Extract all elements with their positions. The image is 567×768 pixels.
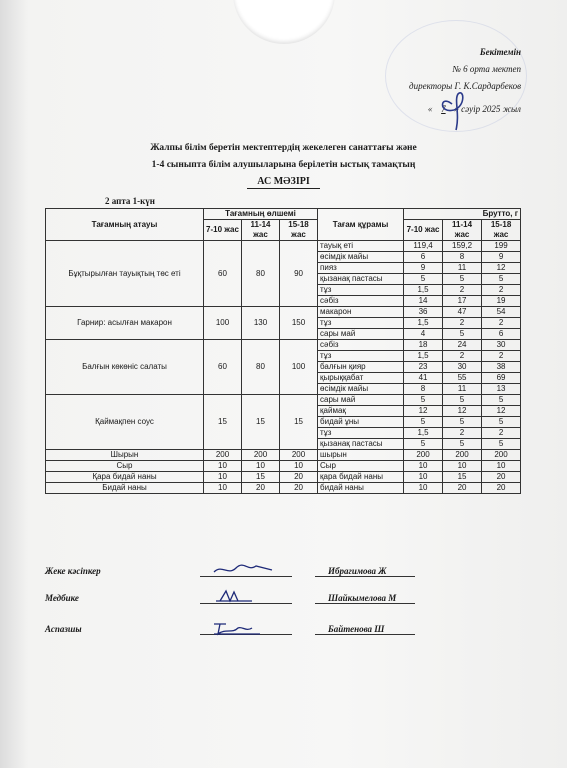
norm-cell: 10	[242, 461, 280, 472]
gross-cell: 5	[482, 274, 521, 285]
header-gross-age-3: 15-18 жас	[482, 220, 521, 241]
gross-cell: 10	[404, 483, 443, 494]
gross-cell: 5	[443, 439, 482, 450]
week-day-label: 2 апта 1-күн	[105, 196, 155, 206]
norm-cell: 10	[280, 461, 318, 472]
norm-cell: 15	[204, 395, 242, 450]
gross-cell: 9	[482, 252, 521, 263]
gross-cell: 17	[443, 296, 482, 307]
signature-role: Жеке кәсіпкер	[45, 566, 101, 576]
norm-cell: 150	[280, 307, 318, 340]
gross-cell: 8	[404, 384, 443, 395]
gross-cell: 38	[482, 362, 521, 373]
gross-cell: 2	[482, 318, 521, 329]
norm-cell: 10	[204, 461, 242, 472]
approval-day: 7	[441, 104, 446, 114]
norm-cell: 15	[242, 472, 280, 483]
gross-cell: 11	[443, 384, 482, 395]
gross-cell: 6	[482, 329, 521, 340]
ingredient-cell: қызанақ пастасы	[318, 274, 404, 285]
gross-cell: 10	[443, 461, 482, 472]
ingredient-cell: өсімдік майы	[318, 384, 404, 395]
ingredient-cell: тұз	[318, 285, 404, 296]
norm-cell: 20	[280, 483, 318, 494]
gross-cell: 2	[443, 351, 482, 362]
gross-cell: 10	[404, 461, 443, 472]
gross-cell: 5	[482, 439, 521, 450]
header-dish: Тағамның атауы	[46, 209, 204, 241]
gross-cell: 14	[404, 296, 443, 307]
ingredient-cell: тұз	[318, 428, 404, 439]
menu-table-body	[46, 241, 521, 494]
table-row	[46, 461, 521, 472]
ingredient-cell: бидай наны	[318, 483, 404, 494]
gross-cell: 5	[443, 274, 482, 285]
norm-cell: 15	[242, 395, 280, 450]
header-gross: Брутто, г	[404, 209, 521, 220]
menu-title-text: АС МӘЗІРІ	[247, 176, 319, 189]
norm-cell: 200	[280, 450, 318, 461]
gross-cell: 4	[404, 329, 443, 340]
approval-director: директоры Г. К.Сардарбеков	[409, 81, 521, 91]
gross-cell: 13	[482, 384, 521, 395]
norm-cell: 200	[242, 450, 280, 461]
gross-cell: 2	[443, 318, 482, 329]
norm-cell: 60	[204, 340, 242, 395]
handwritten-signature	[212, 620, 276, 636]
handwritten-signature	[212, 562, 276, 578]
gross-cell: 200	[404, 450, 443, 461]
table-row	[46, 307, 521, 318]
ingredient-cell: қара бидай наны	[318, 472, 404, 483]
name-line	[315, 576, 415, 577]
gross-cell: 23	[404, 362, 443, 373]
ingredient-cell: бидай ұны	[318, 417, 404, 428]
ingredient-cell: сары май	[318, 329, 404, 340]
dish-name-cell: Бұқтырылған тауықтың төс еті	[46, 241, 204, 307]
norm-cell: 15	[280, 395, 318, 450]
dish-name-cell: Балғын көкөніс салаты	[46, 340, 204, 395]
norm-cell: 60	[204, 241, 242, 307]
gross-cell: 5	[443, 417, 482, 428]
dish-name-cell: Қара бидай наны	[46, 472, 204, 483]
header-norm-age-1: 7-10 жас	[204, 220, 242, 241]
gross-cell: 36	[404, 307, 443, 318]
table-row	[46, 483, 521, 494]
dish-name-cell: Сыр	[46, 461, 204, 472]
gross-cell: 2	[482, 428, 521, 439]
norm-cell: 80	[242, 241, 280, 307]
gross-cell: 10	[404, 472, 443, 483]
gross-cell: 5	[443, 395, 482, 406]
gross-cell: 2	[443, 285, 482, 296]
header-gross-age-1: 7-10 жас	[404, 220, 443, 241]
menu-table	[45, 208, 521, 494]
signature-role: Медбике	[45, 593, 79, 603]
ingredient-cell: қызанақ пастасы	[318, 439, 404, 450]
ingredient-cell: тауық еті	[318, 241, 404, 252]
approval-title: Бекітемін	[479, 47, 521, 57]
gross-cell: 47	[443, 307, 482, 318]
ingredient-cell: сары май	[318, 395, 404, 406]
approval-date-open: «	[427, 104, 433, 114]
gross-cell: 2	[482, 351, 521, 362]
gross-cell: 12	[443, 406, 482, 417]
gross-cell: 20	[482, 483, 521, 494]
norm-cell: 20	[242, 483, 280, 494]
table-row	[46, 450, 521, 461]
gross-cell: 20	[482, 472, 521, 483]
header-norm: Тағамның өлшемі	[204, 209, 318, 220]
gross-cell: 15	[443, 472, 482, 483]
gross-cell: 1,5	[404, 428, 443, 439]
gross-cell: 55	[443, 373, 482, 384]
name-line	[315, 634, 415, 635]
signature-name: Байтенова Ш	[328, 624, 385, 634]
gross-cell: 12	[404, 406, 443, 417]
dish-name-cell: Гарнир: асылған макарон	[46, 307, 204, 340]
gross-cell: 69	[482, 373, 521, 384]
gross-cell: 1,5	[404, 318, 443, 329]
gross-cell: 159,2	[443, 241, 482, 252]
ingredient-cell: тұз	[318, 351, 404, 362]
ingredient-cell: тұз	[318, 318, 404, 329]
gross-cell: 24	[443, 340, 482, 351]
dish-name-cell: Қаймақпен соус	[46, 395, 204, 450]
gross-cell: 5	[404, 417, 443, 428]
gross-cell: 19	[482, 296, 521, 307]
gross-cell: 199	[482, 241, 521, 252]
gross-cell: 5	[482, 417, 521, 428]
ingredient-cell: сәбіз	[318, 296, 404, 307]
gross-cell: 1,5	[404, 351, 443, 362]
gross-cell: 30	[482, 340, 521, 351]
gross-cell: 41	[404, 373, 443, 384]
ingredient-cell: Сыр	[318, 461, 404, 472]
norm-cell: 200	[204, 450, 242, 461]
ingredient-cell: сәбіз	[318, 340, 404, 351]
norm-cell: 10	[204, 472, 242, 483]
header-gross-age-2: 11-14 жас	[443, 220, 482, 241]
gross-cell: 18	[404, 340, 443, 351]
norm-cell: 90	[280, 241, 318, 307]
handwritten-signature	[212, 589, 276, 605]
name-line	[315, 603, 415, 604]
norm-cell: 100	[280, 340, 318, 395]
norm-cell: 10	[204, 483, 242, 494]
signature-role: Аспазшы	[45, 624, 82, 634]
gross-cell: 2	[443, 428, 482, 439]
gross-cell: 119,4	[404, 241, 443, 252]
ingredient-cell: макарон	[318, 307, 404, 318]
ingredient-cell: пияз	[318, 263, 404, 274]
gross-cell: 1,5	[404, 285, 443, 296]
table-row	[46, 340, 521, 351]
gross-cell: 10	[482, 461, 521, 472]
norm-cell: 130	[242, 307, 280, 340]
norm-cell: 20	[280, 472, 318, 483]
header-line-2: 1-4 сыныпта білім алушыларына берілетін ыстық тамақтың	[151, 160, 416, 170]
dish-name-cell: Шырын	[46, 450, 204, 461]
header-norm-age-2: 11-14 жас	[242, 220, 280, 241]
gross-cell: 11	[443, 263, 482, 274]
ingredient-cell: қаймақ	[318, 406, 404, 417]
gross-cell: 12	[482, 263, 521, 274]
gross-cell: 5	[443, 329, 482, 340]
gross-cell: 2	[482, 285, 521, 296]
ingredient-cell: шырын	[318, 450, 404, 461]
gross-cell: 5	[404, 439, 443, 450]
table-row	[46, 472, 521, 483]
ingredient-cell: өсімдік майы	[318, 252, 404, 263]
header-line-1: Жалпы білім беретін мектептердің жекелеген санаттағы және	[150, 143, 417, 153]
ingredient-cell: балғын қияр	[318, 362, 404, 373]
gross-cell: 54	[482, 307, 521, 318]
gross-cell: 5	[482, 395, 521, 406]
menu-title	[0, 176, 567, 187]
norm-cell: 100	[204, 307, 242, 340]
gross-cell: 30	[443, 362, 482, 373]
gross-cell: 200	[443, 450, 482, 461]
gross-cell: 12	[482, 406, 521, 417]
gross-cell: 20	[443, 483, 482, 494]
gross-cell: 9	[404, 263, 443, 274]
gross-cell: 200	[482, 450, 521, 461]
gross-cell: 6	[404, 252, 443, 263]
dish-name-cell: Бидай наны	[46, 483, 204, 494]
signature-name: Ибрагимова Ж	[328, 566, 387, 576]
header-ingredients: Тағам құрамы	[318, 209, 404, 241]
gross-cell: 5	[404, 274, 443, 285]
approval-date-rest: » сәуір 2025 жыл	[454, 104, 521, 114]
punch-hole	[233, 0, 335, 44]
table-row	[46, 241, 521, 252]
signature-name: Шайкымелова М	[328, 593, 397, 603]
gross-cell: 5	[404, 395, 443, 406]
director-signature	[427, 84, 480, 132]
header-norm-age-3: 15-18 жас	[280, 220, 318, 241]
approval-school: № 6 орта мектеп	[452, 64, 521, 74]
gross-cell: 8	[443, 252, 482, 263]
ingredient-cell: қырыққабат	[318, 373, 404, 384]
table-row	[46, 395, 521, 406]
norm-cell: 80	[242, 340, 280, 395]
